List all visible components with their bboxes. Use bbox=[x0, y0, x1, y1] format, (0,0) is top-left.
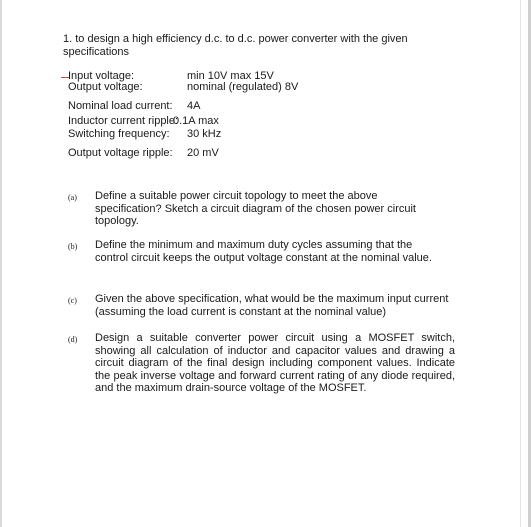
question-marker-d: (d) bbox=[68, 335, 78, 344]
spec-label-output-voltage: Output voltage: bbox=[68, 81, 143, 93]
spec-value-inductor-ripple: 0.1A max bbox=[173, 115, 219, 127]
question-marker-a: (a) bbox=[68, 193, 77, 202]
spec-label-switching-frequency: Switching frequency: bbox=[68, 128, 170, 140]
question-text-c: Given the above specification, what would be the maximum input current (assuming the load current is constant at the nominal value) bbox=[95, 293, 449, 318]
question-text-d: Design a suitable converter power circuit using a MOSFET switch, showing all calculation of inductor and capacitor values and drawing a circuit diagram of the final design including component values. Indicate the peak inverse voltage and forward current rating of any diode required, and the maximum drain-source voltage of the MOSFET. bbox=[95, 332, 455, 394]
spec-value-switching-frequency: 30 kHz bbox=[187, 128, 222, 140]
question-text-a: Define a suitable power circuit topology to meet the above specification? Sketch a circuit diagram of the chosen power circuit topology. bbox=[95, 190, 416, 227]
problem-intro: 1. to design a high efficiency d.c. to d.c. power converter with the given specifications bbox=[63, 33, 408, 58]
question-marker-c: (c) bbox=[68, 296, 77, 305]
spec-label-input-voltage: Input voltage: bbox=[68, 70, 135, 82]
question-marker-b: (b) bbox=[68, 242, 78, 251]
spec-value-input-voltage: min 10V max 15V bbox=[187, 70, 274, 82]
spec-label-inductor-ripple: Inductor current ripple: bbox=[68, 115, 179, 127]
spec-value-output-ripple: 20 mV bbox=[187, 147, 219, 159]
spec-value-load-current: 4A bbox=[187, 100, 201, 112]
spec-label-output-ripple: Output voltage ripple: bbox=[68, 147, 173, 159]
spec-value-output-voltage: nominal (regulated) 8V bbox=[187, 81, 299, 93]
spec-label-load-current: Nominal load current: bbox=[68, 100, 173, 112]
question-text-b: Define the minimum and maximum duty cycles assuming that the control circuit keeps the output voltage constant at the nominal value. bbox=[95, 239, 432, 264]
